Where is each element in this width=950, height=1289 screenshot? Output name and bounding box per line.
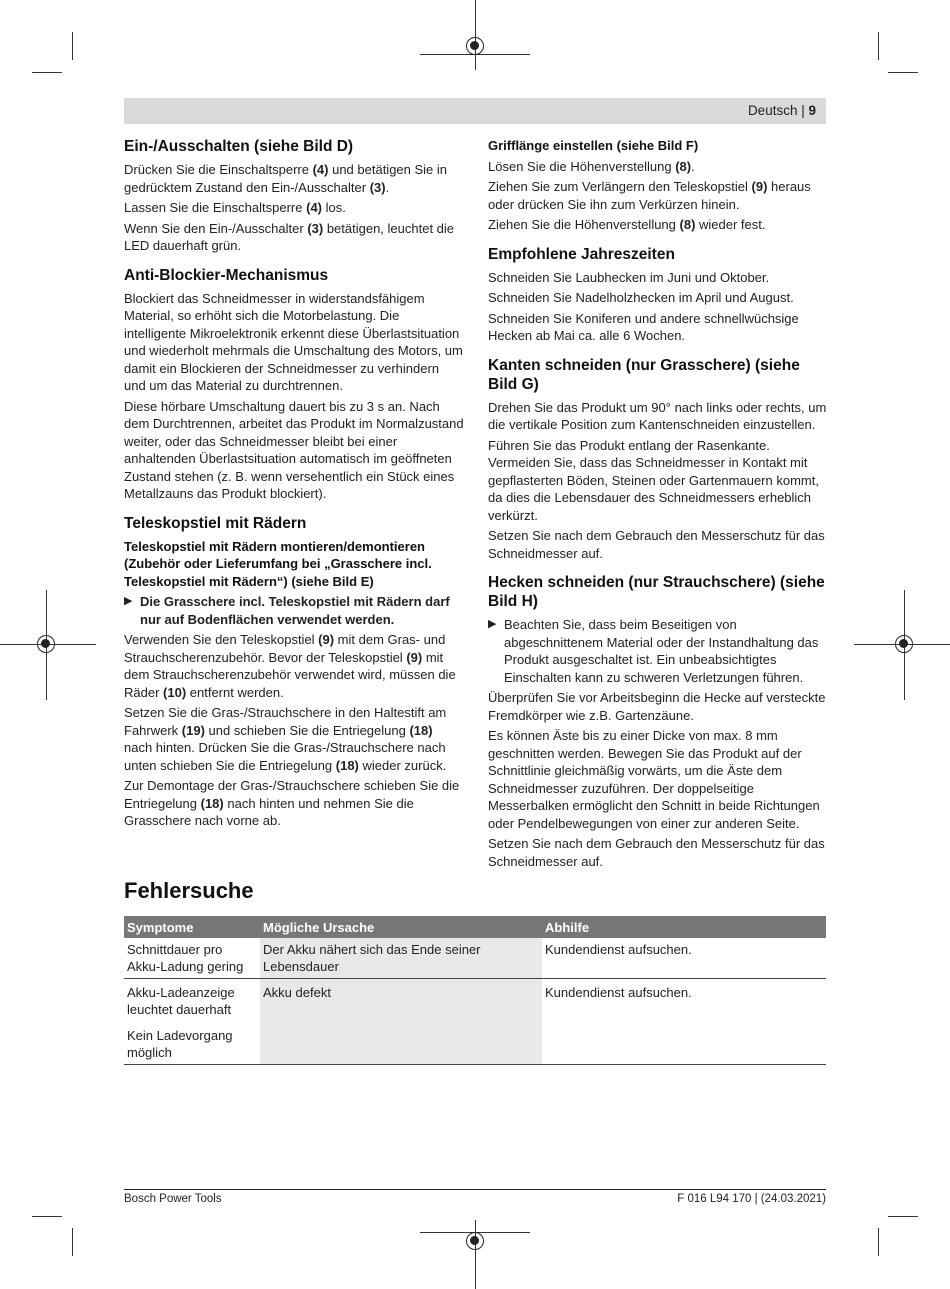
column-header: Mögliche Ursache [260,916,542,938]
left-column [124,137,464,833]
section-title: Hecken schneiden (nur Strauchschere) (siehe Bild H) [488,574,825,610]
paragraph: Ziehen Sie die Höhenverstellung (8) wieder fest. [488,217,766,232]
paragraph: Drehen Sie das Produkt um 90° nach links oder rechts, um die vertikale Position zum Kantenschneiden einzustellen. [488,399,827,432]
section-title: Ein-/Ausschalten (siehe Bild D) [124,138,354,155]
paragraph: Es können Äste bis zu einer Dicke von max. 8 mm geschnitten werden. Bewegen Sie das Produkt auf der Schnittlinie gleichmäßig vorwärts, um die Äste dem Schneidmesser zuzuführen. Der doppelseitige Messerbalken ermöglicht den Schnitt in beide Richtungen oder Pendelbewegungen von einer zur anderen Seite. [488,728,820,831]
page-header [124,98,826,124]
registration-mark-icon [895,635,913,653]
right-column [488,137,828,873]
warning-bullet: ▶ Beachten Sie, dass beim Beseitigen von abgeschnittenem Material oder der Instandhaltung das Produkt ausgeschaltet ist. Ein unbeabsichtigtes Einschalten kann zu schweren Verletzungen führen. [488,617,819,685]
section-title: Kanten schneiden (nur Grasschere) (siehe Bild G) [488,356,800,393]
header-text: Deutsch | 9 [747,103,816,118]
footer-left: Bosch Power Tools [124,1193,222,1205]
page-footer [124,1189,826,1205]
crop-mark [888,1216,918,1217]
paragraph: Schneiden Sie Koniferen und andere schnellwüchsige Hecken ab Mai ca. alle 6 Wochen. [488,310,799,343]
column-header: Abhilfe [542,916,826,938]
symptom-cell: Schnittdauer pro Akku-Ladung gering [124,938,260,979]
paragraph: Drücken Sie die Einschaltsperre (4) und betätigen Sie in gedrücktem Zustand den Ein-/Ausschalter (3). [124,162,448,195]
table-header-row [124,916,826,938]
paragraph: Wenn Sie den Ein-/Ausschalter (3) betätigen, leuchtet die LED dauerhaft grün. [124,220,455,253]
paragraph: Lösen Sie die Höhenverstellung (8). [488,158,695,174]
table-row [124,938,826,979]
section-title: Teleskopstiel mit Rädern [124,514,307,532]
section-title: Anti-Blockier-Mechanismus [124,266,329,284]
paragraph: Diese hörbare Umschaltung dauert bis zu 3 s an. Nach dem Durchtrennen, arbeitet das Produkt im Normalzustand weiter, oder das Schneidmesser bleibt bei einer anhaltenden Überlastsituation automatisch im geöffneten Zustand stehen (z. B. wenn versehentlich ein Stück eines Metallzauns das Produkt blockiert). [124,398,464,501]
troubleshooting-title: Fehlersuche [124,878,254,903]
troubleshooting-table [124,916,826,1065]
paragraph: Überprüfen Sie vor Arbeitsbeginn die Hecke auf versteckte Fremdkörper wie z.B. Gartenzäune. [488,690,826,723]
paragraph: Zur Demontage der Gras-/Strauchschere schieben Sie die Entriegelung (18) nach hinten und nehmen Sie die Grasschere nach vorne ab. [124,778,460,828]
column-header: Symptome [124,916,260,938]
crop-mark [888,72,918,73]
paragraph: Setzen Sie die Gras-/Strauchschere in den Haltestift am Fahrwerk (19) und schieben Sie die Entriegelung (18) nach hinten. Drücken Sie die Gras-/Strauchschere nach unten schieben Sie die Entriegelung (18) wieder zurück. [124,705,447,773]
triangle-bullet-icon: ▶ [488,618,497,630]
registration-mark-icon [466,1232,484,1250]
warning-bullet: ▶ Die Grasschere incl. Teleskopstiel mit Rädern darf nur auf Bodenflächen verwendet werden. [124,594,450,627]
triangle-bullet-icon: ▶ [124,595,133,607]
paragraph: Lassen Sie die Einschaltsperre (4) los. [124,200,346,215]
paragraph: Verwenden Sie den Teleskopstiel (9) mit dem Gras- und Strauchscherenzubehör. Bevor der Teleskopstiel (9) mit dem Strauchscherenzubehör verwendet wird, müssen die Räder (10) entfernt werden. [124,632,456,700]
footer-right: F 016 L94 170 | (24.03.2021) [677,1193,826,1205]
crop-mark [878,32,879,60]
registration-mark-icon [466,37,484,55]
paragraph: Setzen Sie nach dem Gebrauch den Messerschutz für das Schneidmesser auf. [488,836,825,869]
crop-mark [475,1220,476,1289]
paragraph: Führen Sie das Produkt entlang der Rasenkante. Vermeiden Sie, dass das Schneidmesser in Kontakt mit gepflasterten Böden, Steinen oder Gartenmauern kommt, da dies die Lebensdauer des Schneidmessers erheblich verkürzt. [488,437,819,523]
crop-mark [32,1216,62,1217]
crop-mark [32,72,62,73]
crop-mark [878,1228,879,1256]
remedy-cell: Kundendienst aufsuchen. [542,938,826,979]
section-title: Empfohlene Jahreszeiten [488,245,675,263]
registration-mark-icon [37,635,55,653]
symptom-cell: Akku-Ladeanzeige leuchtet dauerhaft [127,985,235,1017]
cause-cell: Akku defekt [260,979,542,1065]
subsection-title: Teleskopstiel mit Rädern montieren/demontieren (Zubehör oder Lieferumfang bei „Grasschere incl. Teleskopstiel mit Rädern“) (siehe Bild E) [124,538,432,589]
remedy-cell: Kundendienst aufsuchen. [542,979,826,1065]
paragraph: Blockiert das Schneidmesser in widerstandsfähigem Material, so erhöht sich die Motorbelastung. Die intelligente Mikroelektronik erkennt diese Überlastsituation und wiederholt mehrmals die Umschaltung des Motors, um damit ein Blockieren der Schneidmesser zu verhindern und um das Material zu durchtrennen. [124,290,463,393]
symptom-cell: Kein Ladevorgang möglich [124,1021,260,1065]
page-number: 9 [808,103,816,118]
crop-mark [72,1228,73,1256]
paragraph: Ziehen Sie zum Verlängern den Teleskopstiel (9) heraus oder drücken Sie ihn zum Verkürzen hinein. [488,179,811,212]
crop-mark [475,0,476,70]
paragraph: Setzen Sie nach dem Gebrauch den Messerschutz für das Schneidmesser auf. [488,528,825,561]
paragraph: Schneiden Sie Nadelholzhecken im April und August. [488,290,794,305]
cause-cell: Der Akku nähert sich das Ende seiner Lebensdauer [260,938,542,979]
paragraph: Schneiden Sie Laubhecken im Juni und Oktober. [488,269,770,285]
crop-mark [72,32,73,60]
table-row [124,979,826,1022]
header-language: Deutsch [747,103,798,118]
subsection-title: Grifflänge einstellen (siehe Bild F) [488,138,699,153]
